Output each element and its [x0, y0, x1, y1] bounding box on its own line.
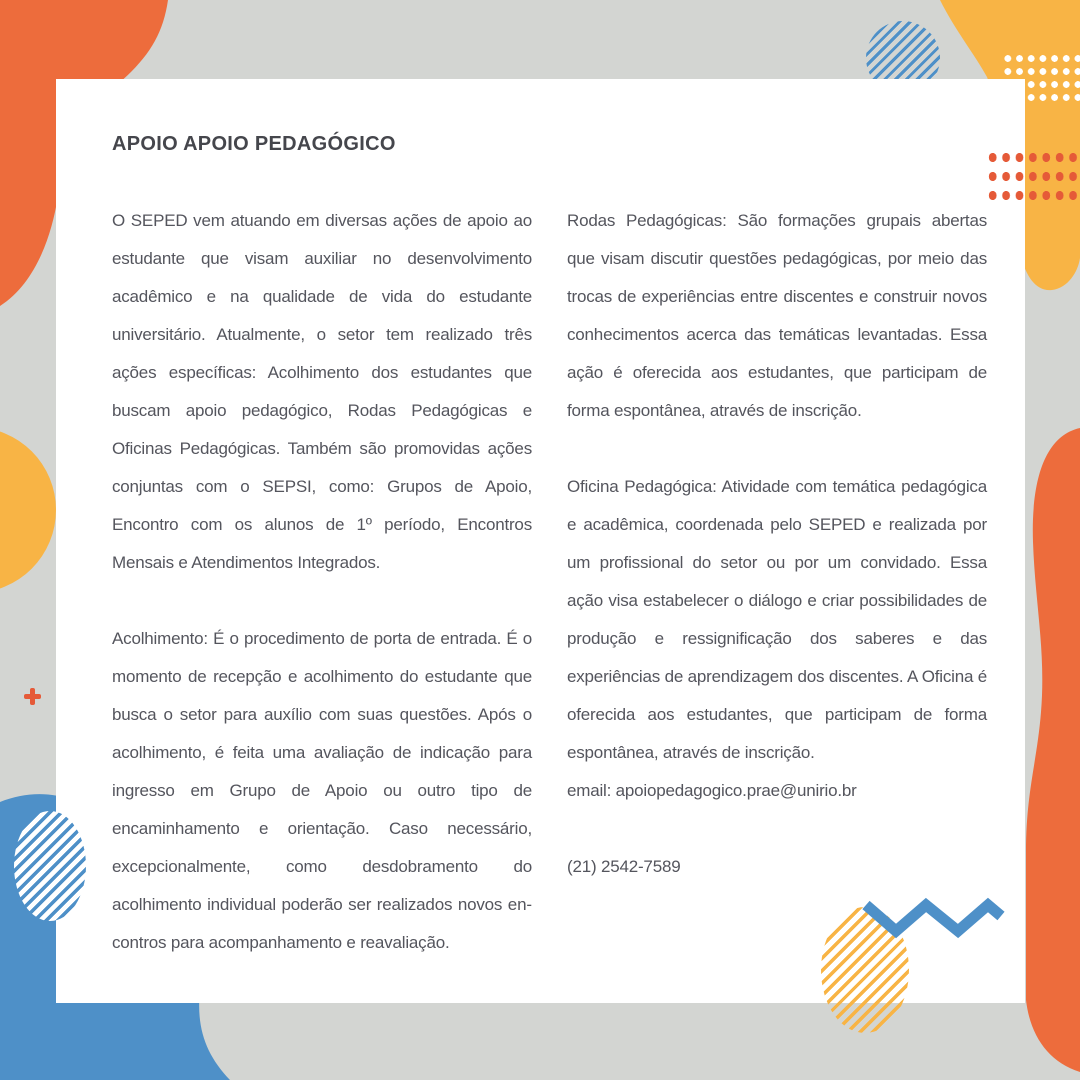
white-dots-grid-icon — [1002, 52, 1080, 105]
zigzag-icon — [860, 895, 1010, 940]
striped-circle-bottom-left-icon — [14, 811, 86, 921]
contact-email: email: apoiopedagogico.prae@unirio.br — [567, 781, 857, 800]
page-title: APOIO APOIO PEDAGÓGICO — [112, 133, 396, 155]
left-column — [112, 202, 532, 1000]
two-column-layout — [112, 202, 990, 1000]
content-card — [56, 79, 1025, 1003]
contact-phone: (21) 2542-7589 — [567, 857, 681, 876]
paragraph-acolhimento: Acolhimento: É o procedimento de porta de entrada. É o momento de recepção e acolhimento do estudante que busca o setor para auxílio com suas questões. Após o acolhimento, é feita uma avaliação de indicação para ingresso em Grupo de Apoio ou outro tipo de encaminhamento e orientação. Caso necessário, excepcionalmente, como desdobramento do acolhimento individual poderão ser realizados novos encontros para acompanhamento e reavaliação. — [112, 629, 532, 952]
plus-icon — [24, 688, 41, 705]
paragraph-seped-intro: O SEPED vem atuando em diversas ações de apoio ao estudante que visam auxiliar no desenvolvimento acadêmico e na qualidade de vida do estudante universitário. Atualmente, o setor tem realizado três ações específicas: Acolhimento dos estudantes que buscam apoio pedagógico, Rodas Pedagógicas e Oficinas Pedagógicas. Também são promovidas ações conjuntas com o SEPSI, como: Grupos de Apoio, Encontro com os alunos de 1º período, Encontros Mensais e Atendimentos Integrados. — [112, 211, 532, 572]
paragraph-rodas-pedagogicas: Rodas Pedagógicas: São formações grupais abertas que visam discutir questões pedagógicas, por meio das trocas de experiências entre discentes e construir novos conhecimentos acerca das temáticas levantadas. Essa ação é oferecida aos estudantes, que participam de forma espontânea, através de inscrição. — [567, 211, 987, 420]
paragraph-oficina-pedagogica: Oficina Pedagógica: Atividade com temática pedagógica e acadêmica, coordenada pelo SEPED e realizada por um profissional do setor ou por um convidado. Essa ação visa estabelecer o diálogo e criar possibilidades de produção e ressignificação dos saberes e das experiências de aprendizagem dos discentes. A Oficina é oferecida aos estudantes, que participam de forma espontânea, através de inscrição. — [567, 477, 987, 762]
orange-dots-grid-icon — [986, 148, 1080, 206]
right-column — [567, 202, 987, 1000]
yellow-semicircle-left — [0, 427, 56, 593]
